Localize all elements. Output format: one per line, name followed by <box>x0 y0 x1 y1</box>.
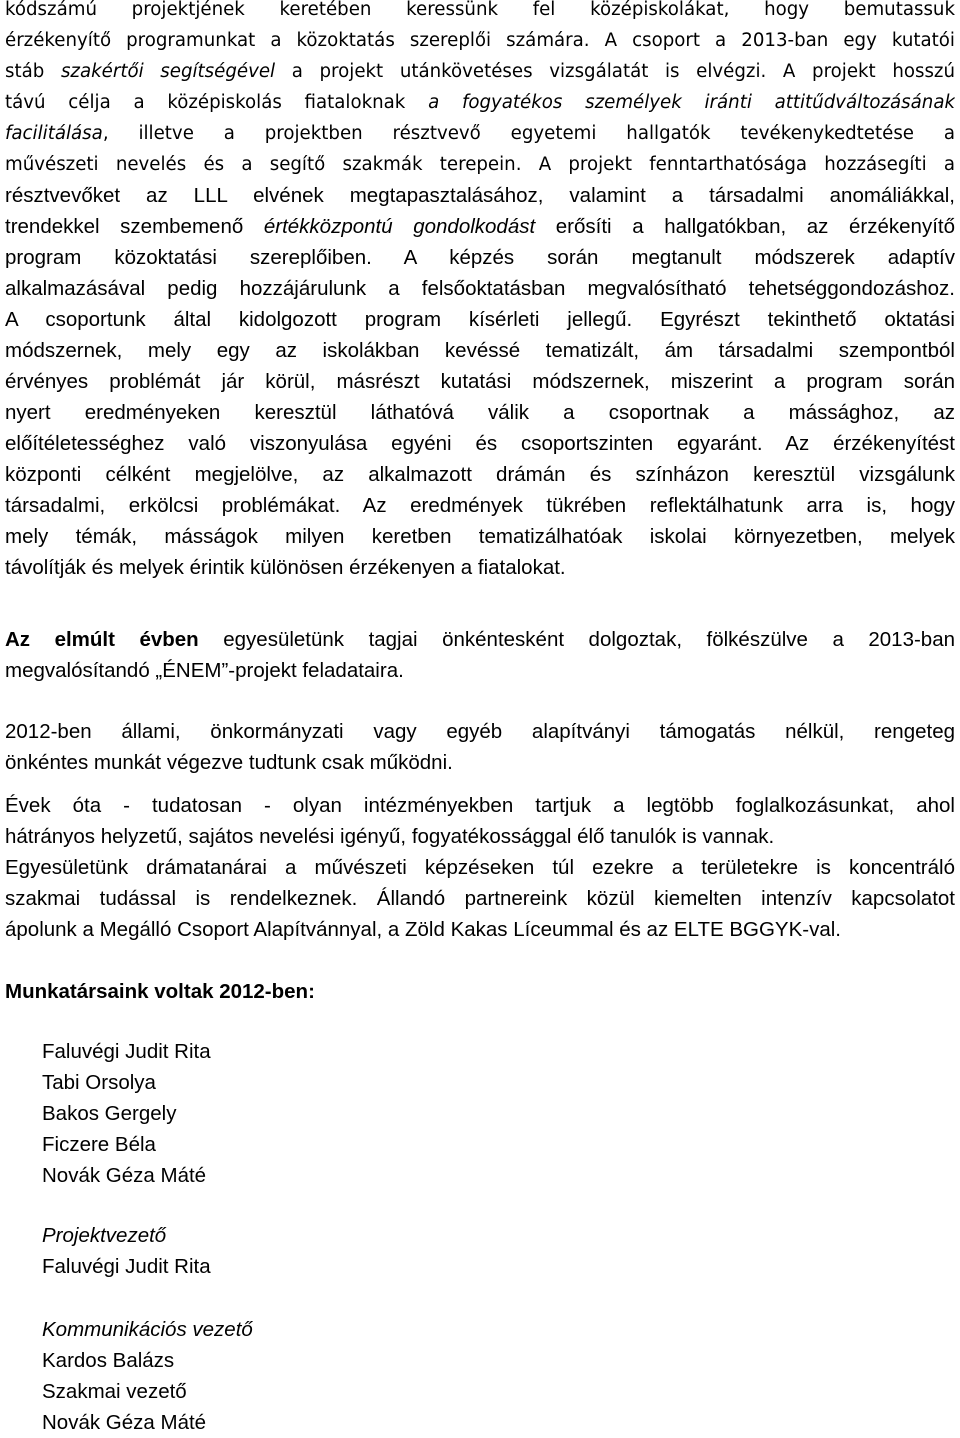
staff-member: Bakos Gergely <box>42 1102 177 1125</box>
role-title: Kommunikációs vezető <box>42 1318 253 1341</box>
text-line: távolítják és melyek érintik különösen érzékenyen a fiatalokat. <box>5 556 566 579</box>
text-line: módszernek, mely egy az iskolákban kevéssé tematizált, ám társadalmi szempontból <box>5 339 955 362</box>
text-line: résztvevőket az LLL elvének megtapasztalásához, valamint a társadalmi anomáliákkal, <box>5 184 955 207</box>
text-line: kódszámú projektjének keretében keressünk fel középiskolákat, hogy bemutassuk <box>5 0 955 20</box>
text-line: nyert eredményeken keresztül láthatóvá válik a csoportnak a mássághoz, az <box>5 401 955 424</box>
text-line: távú célja a középiskolás fiataloknak a fogyatékos személyek iránti attitűdváltozásának <box>5 92 955 113</box>
text-line: érvényes problémát jár körül, másrészt kutatási módszernek, miszerint a program során <box>5 370 955 393</box>
text-line: 2012-ben állami, önkormányzati vagy egyéb alapítványi támogatás nélkül, rengeteg <box>5 720 955 743</box>
text-line: szakmai tudással is rendelkeznek. Állandó partnereink közül kiemelten intenzív kapcsolatot <box>5 887 955 910</box>
text-line: alkalmazásával pedig hozzájárulunk a felsőoktatásban megvalósítható tehetséggondozáshoz. <box>5 277 955 300</box>
staff-member: Ficzere Béla <box>42 1133 156 1156</box>
role-communication-lead <box>42 1314 253 1438</box>
bold-lead: Az elmúlt évben <box>5 628 199 651</box>
text-line: előítéletességhez való viszonyulása egyéni és csoportszinten egyaránt. Az érzékenyítést <box>5 432 955 455</box>
role-title: Projektvezető <box>42 1224 167 1247</box>
staff-member: Tabi Orsolya <box>42 1071 156 1094</box>
emphasis: szakértői segítségével <box>60 61 276 82</box>
paragraph-last-year <box>5 624 955 686</box>
text-line: önkéntes munkát végezve tudtunk csak működni. <box>5 751 453 774</box>
text-line: stáb szakértői segítségével a projekt utánkövetéses vizsgálatát is elvégzi. A projekt hosszú <box>5 61 955 82</box>
text-line: facilitálása, illetve a projektben résztvevő egyetemi hallgatók tevékenykedtetése a <box>5 123 955 144</box>
role-name: Kardos Balázs <box>42 1349 175 1372</box>
emphasis: a fogyatékos személyek iránti attitűdváltozásának <box>428 92 955 113</box>
text-line: érzékenyítő programunkat a közoktatás szereplői számára. A csoport a 2013-ban egy kutatói <box>5 30 955 51</box>
staff-heading <box>5 976 955 1007</box>
text-line: művészeti nevelés és a segítő szakmák terepein. A projekt fenntarthatósága hozzásegíti a <box>5 154 955 175</box>
text-line: központi célként megjelölve, az alkalmazott drámán és színházon keresztül vizsgálunk <box>5 463 955 486</box>
text-line: mely témák, másságok milyen keretben tematizálhatóak iskolai környezetben, melyek <box>5 525 955 548</box>
emphasis: értékközpontú gondolkodást <box>263 215 536 238</box>
paragraph-funding <box>5 716 955 778</box>
text-line: Évek óta - tudatosan - olyan intézményekben tartjuk a legtöbb foglalkozásunkat, ahol <box>5 794 955 817</box>
text-line: trendekkel szembemenő értékközpontú gondolkodást erősíti a hallgatókban, az érzékenyítő <box>5 215 955 238</box>
text-line: Az elmúlt évben egyesületünk tagjai önkéntesként dolgoztak, fölkészülve a 2013-ban <box>5 628 955 651</box>
staff-member: Faluvégi Judit Rita <box>42 1040 211 1063</box>
staff-list <box>42 1036 211 1191</box>
text-line: megvalósítandó „ÉNEM”-projekt feladataira. <box>5 659 404 682</box>
role-project-lead <box>42 1220 211 1282</box>
text-line: társadalmi, erkölcsi problémákat. Az eredmények tükrében reflektálhatunk arra is, hogy <box>5 494 955 517</box>
role-title-extra: Szakmai vezető <box>42 1380 187 1403</box>
text-line: A csoportunk által kidolgozott program kísérleti jellegű. Egyrészt tekinthető oktatási <box>5 308 955 331</box>
emphasis: facilitálása <box>5 123 103 144</box>
paragraph-institutions <box>5 790 955 945</box>
text-line: program közoktatási szereplőiben. A képzés során megtanult módszerek adaptív <box>5 246 955 269</box>
paragraph-project-description <box>5 0 955 180</box>
role-name: Faluvégi Judit Rita <box>42 1255 211 1278</box>
staff-member: Novák Géza Máté <box>42 1164 207 1187</box>
text-line: Egyesületünk drámatanárai a művészeti képzéseken túl ezekre a területekre is koncentráló <box>5 856 955 879</box>
text-line: ápolunk a Megálló Csoport Alapítvánnyal, a Zöld Kakas Líceummal és az ELTE BGGYK-val. <box>5 918 841 941</box>
text-line: hátrányos helyzetű, sajátos nevelési igényű, fogyatékossággal élő tanulók is vannak. <box>5 825 775 848</box>
section-heading: Munkatársaink voltak 2012-ben: <box>5 980 315 1003</box>
paragraph-project-description-cont <box>5 180 955 583</box>
role-name-extra: Novák Géza Máté <box>42 1411 207 1434</box>
